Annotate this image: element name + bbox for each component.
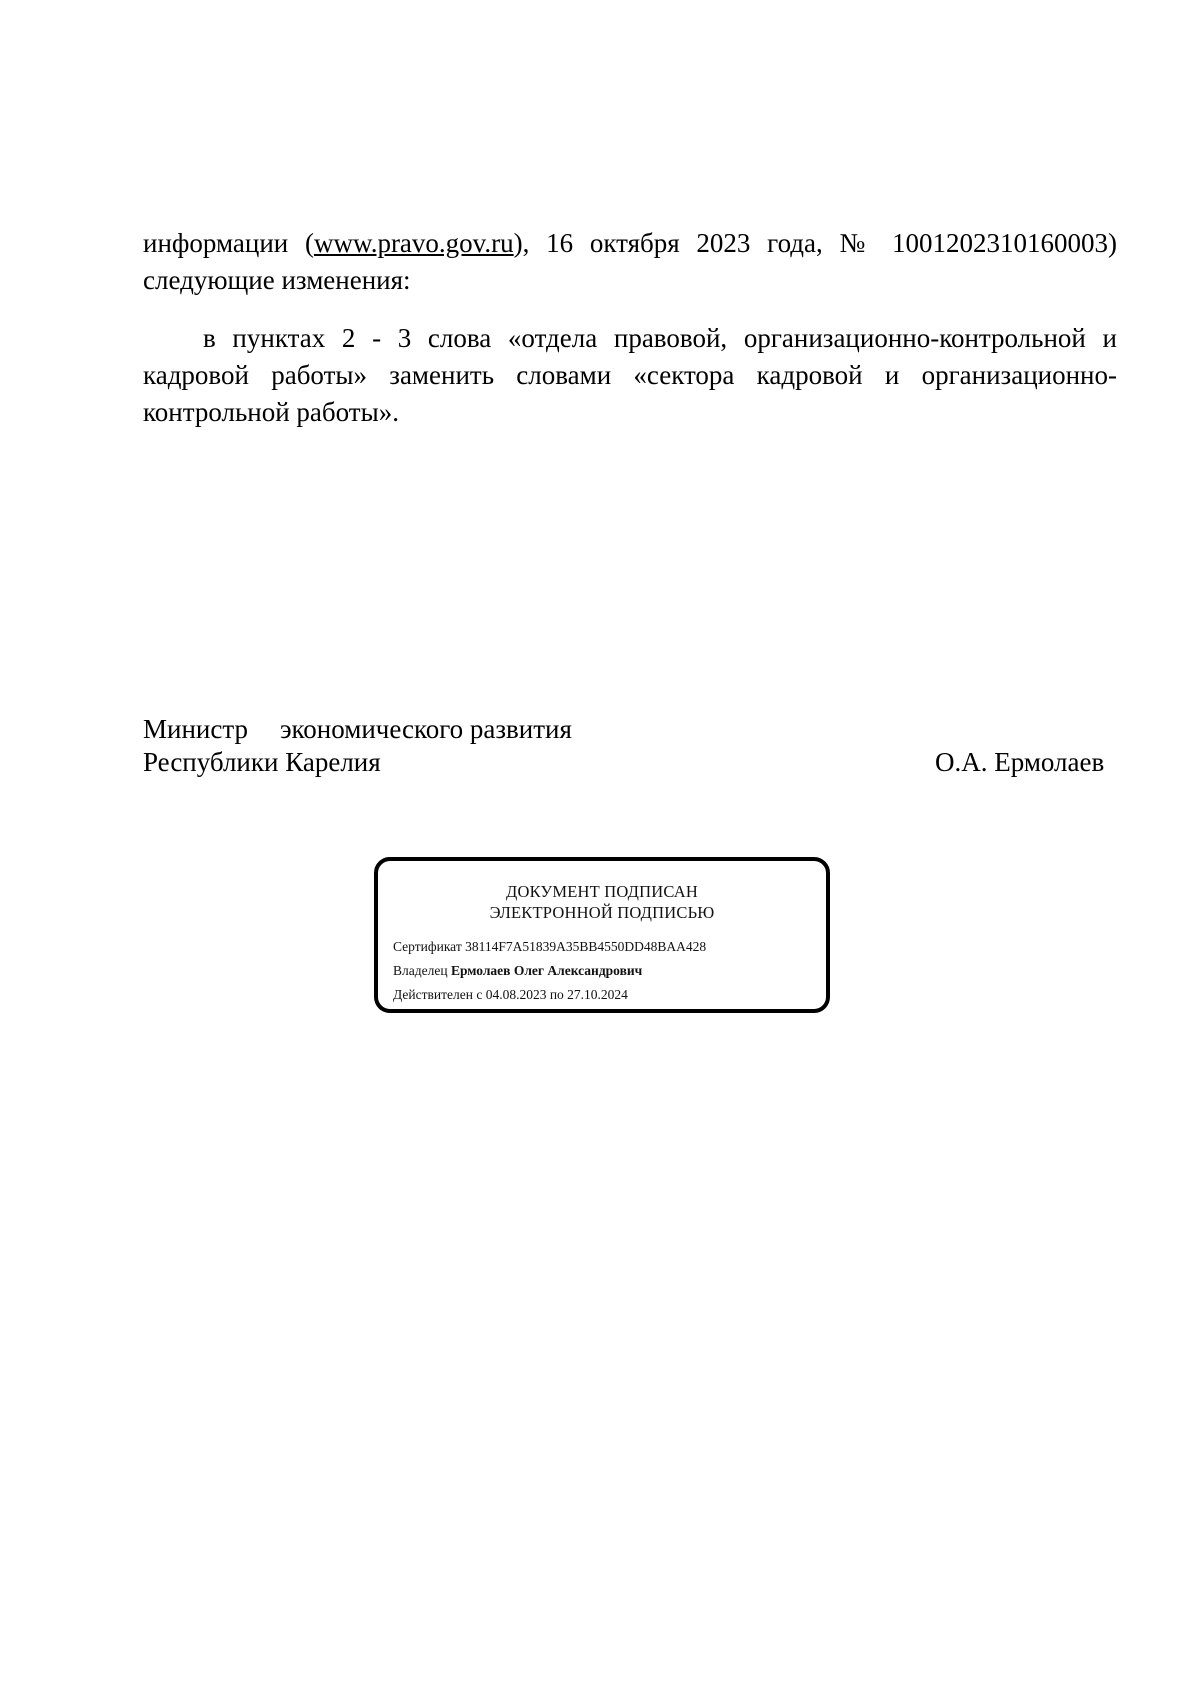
signatory-title-word1: Министр — [143, 714, 248, 744]
stamp-valid-label: Действителен — [393, 987, 473, 1002]
paragraph-publication-start: информации ( — [143, 228, 314, 258]
pravo-link[interactable]: www.pravo.gov.ru — [313, 228, 514, 258]
signatory-title-line1 — [143, 713, 572, 746]
electronic-signature-stamp — [374, 857, 830, 1013]
paragraph-publication-end: ), 16 октября 2023 года, № 1001202310160003) следующие изменения: — [143, 228, 1117, 295]
stamp-certificate-row — [393, 938, 706, 956]
stamp-title-line2: ЭЛЕКТРОННОЙ ПОДПИСЬЮ — [489, 903, 715, 922]
stamp-title-line1: ДОКУМЕНТ ПОДПИСАН — [506, 882, 698, 901]
signatory-title-line2: Республики Карелия — [143, 747, 381, 777]
stamp-validity-row — [393, 986, 628, 1004]
signatory-name: О.А. Ермолаев — [935, 747, 1105, 777]
stamp-valid-to-label: по — [549, 987, 564, 1002]
signatory-title-word2: экономического развития — [279, 714, 572, 744]
stamp-owner-label: Владелец — [393, 963, 448, 978]
stamp-valid-to: 27.10.2024 — [567, 987, 628, 1002]
paragraph-amendment: в пунктах 2 - 3 слова «отдела правовой, организационно-контрольной и кадровой работы» заменить словами «сектора кадровой и организационно-контрольной работы». — [143, 323, 1117, 427]
stamp-certificate-value: 38114F7A51839A35BB4550DD48BAA428 — [465, 939, 707, 954]
stamp-valid-from: 04.08.2023 — [485, 987, 547, 1002]
stamp-owner-value: Ермолаев Олег Александрович — [450, 963, 643, 978]
stamp-certificate-label: Сертификат — [393, 939, 462, 954]
stamp-valid-from-label: с — [476, 987, 483, 1002]
stamp-owner-row — [393, 962, 642, 980]
paragraph-publication — [143, 225, 1117, 299]
